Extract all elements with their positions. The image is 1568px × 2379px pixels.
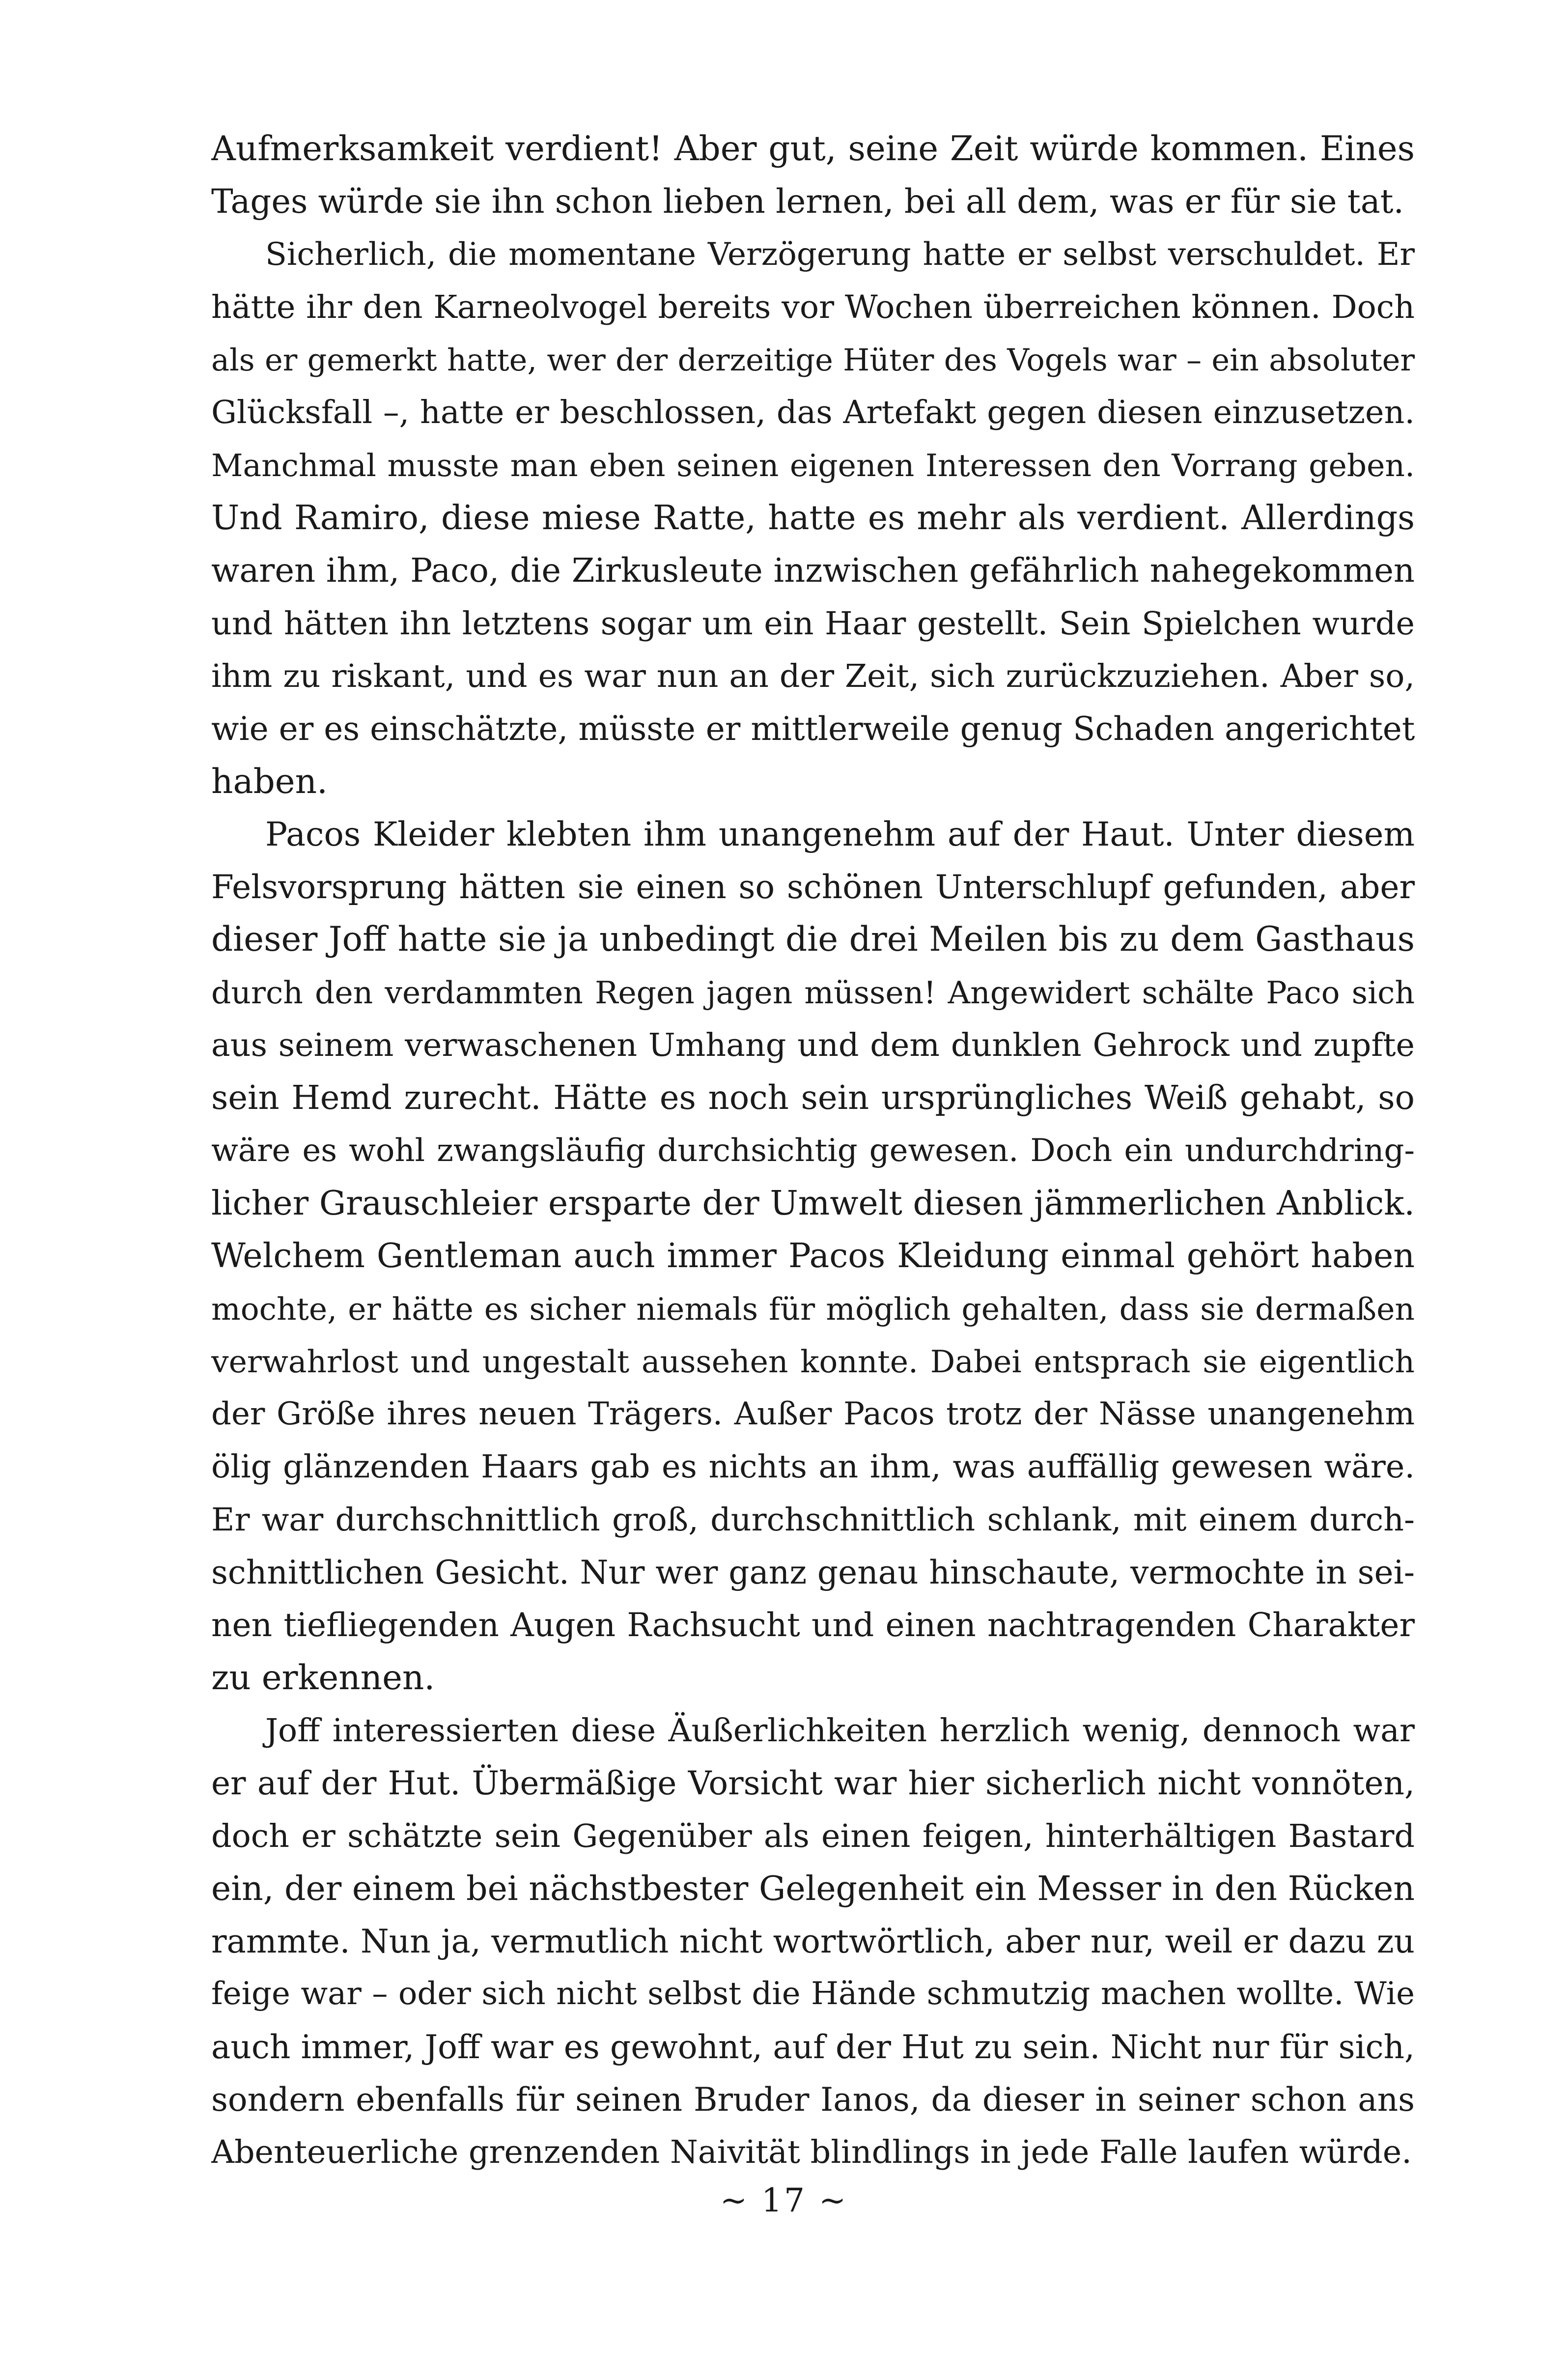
text-line: wäre es wohl zwangsläufig durchsichtig gewesen. Doch ein undurchdring- (211, 1132, 1415, 1169)
text-line: dieser Joff hatte sie ja unbedingt die drei Meilen bis zu dem Gasthaus (211, 920, 1415, 960)
text-line: Tages würde sie ihn schon lieben lernen, bei all dem, was er für sie tat. (211, 182, 1404, 221)
text-line: licher Grauschleier ersparte der Umwelt diesen jämmerlichen Anblick. (211, 1184, 1415, 1223)
text-line: waren ihm, Paco, die Zirkusleute inzwischen gefährlich nahegekommen (211, 551, 1415, 590)
text-line: hätte ihr den Karneolvogel bereits vor Wochen überreichen können. Doch (211, 288, 1415, 326)
text-line: sein Hemd zurecht. Hätte es noch sein ursprüngliches Weiß gehabt, so (211, 1078, 1415, 1117)
text-line: aus seinem verwaschenen Umhang und dem dunklen Gehrock und zupfte (211, 1027, 1415, 1064)
body-text (211, 123, 1415, 2179)
text-line: und hätten ihn letztens sogar um ein Haar gestellt. Sein Spielchen wurde (211, 605, 1415, 642)
text-line: mochte, er hätte es sicher niemals für möglich gehalten, dass sie dermaßen (211, 1291, 1415, 1327)
text-line: Manchmal musste man eben seinen eigenen Interessen den Vorrang geben. (211, 447, 1415, 483)
paragraph (211, 228, 1415, 808)
text-line: Felsvorsprung hätten sie einen so schönen Unterschlupf gefunden, aber (211, 868, 1415, 906)
page-number: ~ 17 ~ (720, 2181, 848, 2219)
text-line: doch er schätzte sein Gegenüber als einen feigen, hinterhältigen Bastard (211, 1817, 1415, 1855)
text-line: Welchem Gentleman auch immer Pacos Kleidung einmal gehört haben (211, 1237, 1415, 1276)
text-line: Er war durchschnittlich groß, durchschnittlich schlank, mit einem durch- (211, 1501, 1415, 1538)
text-line: Sicherlich, die momentane Verzögerung hatte er selbst verschuldet. Er (265, 236, 1415, 273)
text-line: Aufmerksamkeit verdient! Aber gut, seine Zeit würde kommen. Eines (211, 129, 1415, 169)
text-line: sondern ebenfalls für seinen Bruder Ianos, da dieser in seiner schon ans (211, 2080, 1415, 2119)
paragraph (211, 808, 1415, 1704)
text-line: feige war – oder sich nicht selbst die Hände schmutzig machen wollte. Wie (211, 1976, 1415, 2012)
text-line: rammte. Nun ja, vermutlich nicht wortwörtlich, aber nur, weil er dazu zu (211, 1923, 1415, 1961)
text-line: ihm zu riskant, und es war nun an der Zeit, sich zurückzuziehen. Aber so, (211, 657, 1415, 695)
paragraph (211, 123, 1415, 228)
text-line: verwahrlost und ungestalt aussehen konnte. Dabei entsprach sie eigentlich (211, 1343, 1415, 1380)
paragraph (211, 1704, 1415, 2179)
text-line: Joff interessierten diese Äußerlichkeiten herzlich wenig, dennoch war (265, 1712, 1415, 1749)
text-line: Glücksfall –, hatte er beschlossen, das Artefakt gegen diesen einzusetzen. (211, 394, 1415, 431)
text-line: auch immer, Joff war es gewohnt, auf der Hut zu sein. Nicht nur für sich, (211, 2028, 1415, 2066)
text-line: als er gemerkt hatte, wer der derzeitige Hüter des Vogels war – ein absoluter (211, 342, 1415, 378)
text-line: der Größe ihres neuen Trägers. Außer Pacos trotz der Nässe unangenehm (211, 1396, 1415, 1433)
text-line: durch den verdammten Regen jagen müssen! Angewidert schälte Paco sich (211, 974, 1415, 1011)
text-line: wie er es einschätzte, müsste er mittlerweile genug Schaden angerichtet (211, 710, 1415, 748)
text-line: schnittlichen Gesicht. Nur wer ganz genau hinschaute, vermochte in sei- (211, 1554, 1415, 1592)
text-line: haben. (211, 762, 328, 801)
text-line: nen tiefliegenden Augen Rachsucht und einen nachtragenden Charakter (211, 1606, 1415, 1644)
text-line: er auf der Hut. Übermäßige Vorsicht war hier sicherlich nicht vonnöten, (211, 1764, 1415, 1803)
text-line: ölig glänzenden Haars gab es nichts an ihm, was auffällig gewesen wäre. (211, 1448, 1415, 1486)
text-line: ein, der einem bei nächstbester Gelegenheit ein Messer in den Rücken (211, 1869, 1415, 1908)
text-line: Pacos Kleider klebten ihm unangenehm auf der Haut. Unter diesem (265, 815, 1415, 853)
text-line: Und Ramiro, diese miese Ratte, hatte es mehr als verdient. Allerdings (211, 499, 1415, 538)
text-line: zu erkennen. (211, 1658, 435, 1698)
text-line: Abenteuerliche grenzenden Naivität blindlings in jede Falle laufen würde. (211, 2134, 1412, 2171)
